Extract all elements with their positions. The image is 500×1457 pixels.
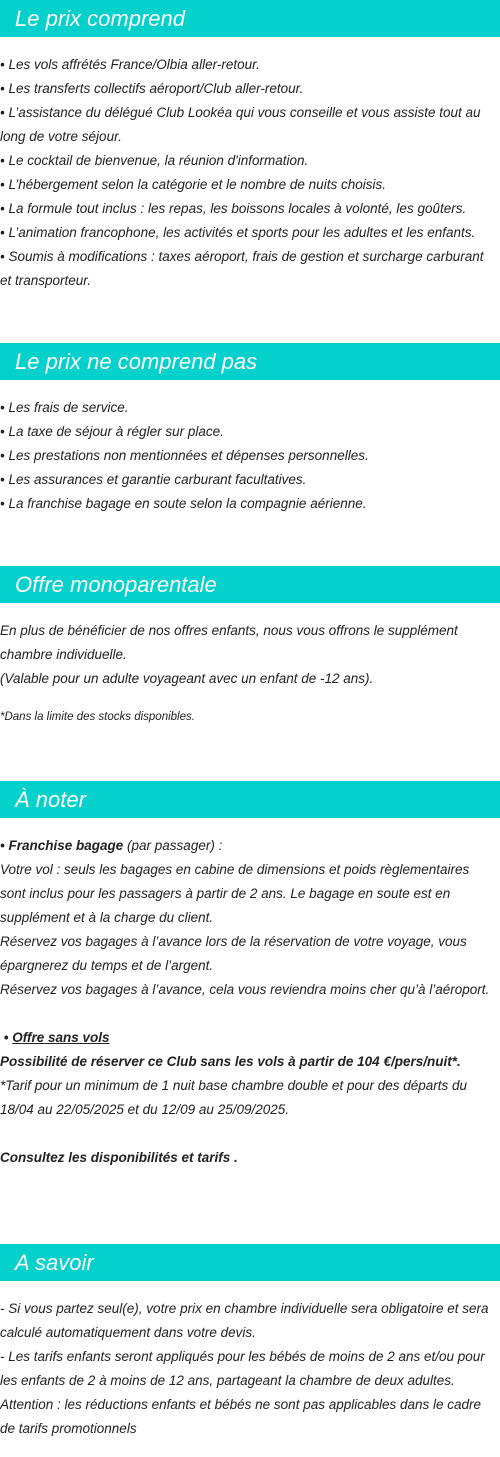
list-item: • La formule tout inclus : les repas, les boissons locales à volonté, les goûters. xyxy=(0,201,467,216)
no-flights-conditions: *Tarif pour un minimum de 1 nuit base chambre double et pour des départs du 18/04 au 22/05/2025 et du 12/09 au 25/09/2025. xyxy=(0,1078,468,1117)
list-item: • L’hébergement selon la catégorie et le nombre de nuits choisis. xyxy=(0,177,386,192)
section-title-excluded: Le prix ne comprend pas xyxy=(0,343,500,380)
no-flights-offer: Possibilité de réserver ce Club sans les vols à partir de 104 €/pers/nuit*. xyxy=(0,1054,461,1069)
list-item: • Les assurances et garantie carburant facultatives. xyxy=(0,472,307,487)
list-item: • L’assistance du délégué Club Lookéa qui vous conseille et vous assiste tout au long de votre séjour. xyxy=(0,105,481,144)
excluded-list xyxy=(0,396,498,516)
list-item: • La franchise bagage en soute selon la compagnie aérienne. xyxy=(0,496,367,511)
no-flights-bullet: • xyxy=(0,1030,13,1045)
list-item: • La taxe de séjour à régler sur place. xyxy=(0,424,224,439)
info-line: Attention : les réductions enfants et bébés ne sont pas applicables dans le cadre de tarifs promotionnels xyxy=(0,1397,482,1436)
list-item: • Les frais de service. xyxy=(0,400,129,415)
section-title-good-to-know: A savoir xyxy=(0,1244,500,1281)
section-title-included: Le prix comprend xyxy=(0,0,500,37)
list-item: • Le cocktail de bienvenue, la réunion d'information. xyxy=(0,153,309,168)
offer-condition: (Valable pour un adulte voyageant avec un enfant de -12 ans). xyxy=(0,671,374,686)
section-title-note: À noter xyxy=(0,781,500,818)
section-title-single-parent: Offre monoparentale xyxy=(0,566,500,603)
baggage-text: Votre vol : seuls les bagages en cabine de dimensions et poids règlementaires sont inclus pour les passagers à partir de 2 ans. Le bagage en soute est en supplément et à la charge du client. xyxy=(0,862,470,925)
availability-link[interactable]: Consultez les disponibilités et tarifs . xyxy=(0,1150,238,1165)
list-item: • Les vols affrétés France/Olbia aller-retour. xyxy=(0,57,260,72)
note-body xyxy=(0,834,498,1170)
stock-footnote: *Dans la limite des stocks disponibles. xyxy=(0,711,195,723)
no-flights-heading xyxy=(0,1026,498,1050)
info-line: - Si vous partez seul(e), votre prix en chambre individuelle sera obligatoire et sera calculé automatiquement dans votre devis. xyxy=(0,1301,489,1340)
list-item: • Les transferts collectifs aéroport/Club aller-retour. xyxy=(0,81,304,96)
offer-text: En plus de bénéficier de nos offres enfants, nous vous offrons le supplément chambre individuelle. xyxy=(0,623,458,662)
good-to-know-body xyxy=(0,1297,498,1441)
baggage-label: • Franchise bagage xyxy=(0,838,124,853)
list-item: • Les prestations non mentionnées et dépenses personnelles. xyxy=(0,448,369,463)
single-parent-body xyxy=(0,619,498,729)
baggage-suffix: (par passager) : xyxy=(123,838,223,853)
included-list xyxy=(0,53,498,293)
list-item: • L’animation francophone, les activités et sports pour les adultes et les enfants. xyxy=(0,225,476,240)
baggage-text: Réservez vos bagages à l’avance, cela vous reviendra moins cher qu’à l’aéroport. xyxy=(0,982,490,997)
baggage-text: Réservez vos bagages à l’avance lors de la réservation de votre voyage, vous épargnerez du temps et de l’argent. xyxy=(0,934,467,973)
no-flights-link[interactable]: Offre sans vols xyxy=(12,1030,110,1045)
list-item: • Soumis à modifications : taxes aéroport, frais de gestion et surcharge carburant et transporteur. xyxy=(0,249,484,288)
info-line: - Les tarifs enfants seront appliqués pour les bébés de moins de 2 ans et/ou pour les enfants de 2 à moins de 12 ans, partageant la chambre de deux adultes. xyxy=(0,1349,485,1388)
baggage-heading xyxy=(0,834,498,858)
